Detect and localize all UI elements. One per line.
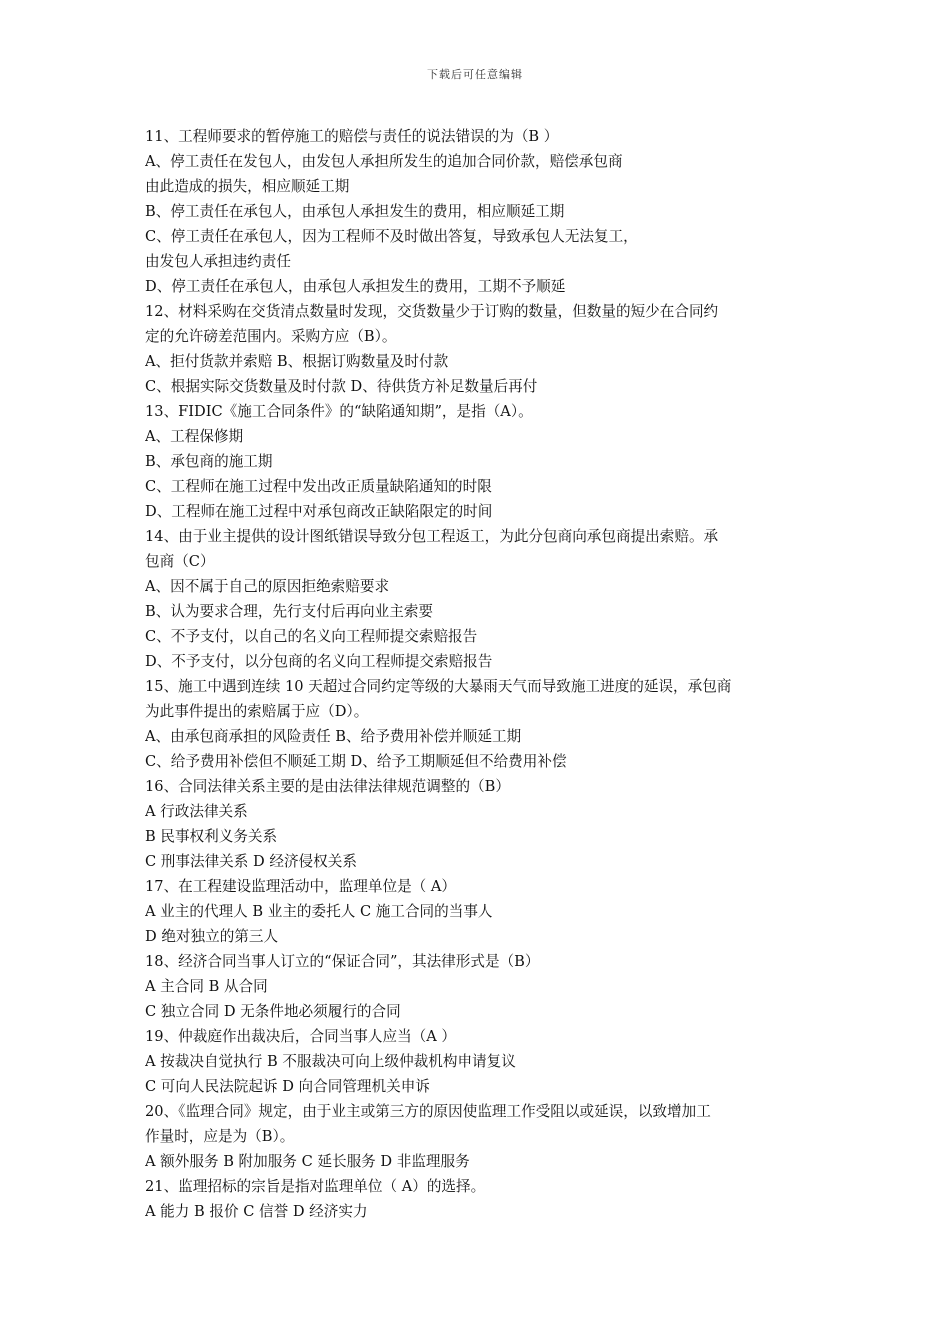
document-body	[145, 124, 813, 1224]
text-line: 19、仲裁庭作出裁决后，合同当事人应当（A ）	[145, 1028, 457, 1045]
text-line: B 民事权利义务关系	[145, 828, 278, 845]
text-line: D、工程师在施工过程中对承包商改正缺陷限定的时间	[145, 503, 493, 520]
text-line: C、不予支付，以自己的名义向工程师提交索赔报告	[145, 628, 478, 645]
text-line: 11、工程师要求的暂停施工的赔偿与责任的说法错误的为（B ）	[145, 128, 559, 145]
text-line: C 可向人民法院起诉 D 向合同管理机关申诉	[145, 1078, 430, 1095]
text-line: 12、材料采购在交货清点数量时发现，交货数量少于订购的数量，但数量的短少在合同约	[145, 303, 719, 320]
text-line: A 额外服务 B 附加服务 C 延长服务 D 非监理服务	[145, 1153, 470, 1170]
text-line: C、工程师在施工过程中发出改正质量缺陷通知的时限	[145, 478, 492, 495]
text-line: 21、监理招标的宗旨是指对监理单位（ A）的选择。	[145, 1178, 486, 1195]
text-line: A 主合同 B 从合同	[145, 978, 268, 995]
text-line: 由发包人承担违约责任	[145, 253, 291, 270]
text-line: A、工程保修期	[145, 428, 244, 445]
text-line: 定的允许磅差范围内。采购方应（B）。	[145, 328, 397, 345]
text-line: C、给予费用补偿但不顺延工期 D、给予工期顺延但不给费用补偿	[145, 753, 567, 770]
text-line: 15、施工中遇到连续 10 天超过合同约定等级的大暴雨天气而导致施工进度的延误，承包商	[145, 678, 732, 695]
text-line: 18、经济合同当事人订立的“保证合同”，其法律形式是（B）	[145, 953, 540, 970]
text-line: B、认为要求合理，先行支付后再向业主索要	[145, 603, 434, 620]
text-line: 17、在工程建设监理活动中，监理单位是（ A）	[145, 878, 457, 895]
text-line: C 刑事法律关系 D 经济侵权关系	[145, 853, 357, 870]
text-line: A 业主的代理人 B 业主的委托人 C 施工合同的当事人	[145, 903, 493, 920]
page-header: 下载后可任意编辑	[427, 68, 523, 81]
text-line: 由此造成的损失，相应顺延工期	[145, 178, 350, 195]
text-line: 14、由于业主提供的设计图纸错误导致分包工程返工，为此分包商向承包商提出索赔。承	[145, 528, 719, 545]
text-line: A、因不属于自己的原因拒绝索赔要求	[145, 578, 390, 595]
text-line: A 行政法律关系	[145, 803, 248, 820]
text-line: C 独立合同 D 无条件地必须履行的合同	[145, 1003, 401, 1020]
text-line: 为此事件提出的索赔属于应（D）。	[145, 703, 369, 720]
text-line: A、由承包商承担的风险责任 B、给予费用补偿并顺延工期	[145, 728, 522, 745]
text-line: 16、合同法律关系主要的是由法律法律规范调整的（B）	[145, 778, 510, 795]
text-line: 20、《监理合同》规定，由于业主或第三方的原因使监理工作受阻以或延误，以致增加工	[145, 1103, 711, 1120]
text-line: D、停工责任在承包人，由承包人承担发生的费用，工期不予顺延	[145, 278, 566, 295]
text-line: C、根据实际交货数量及时付款 D、待供货方补足数量后再付	[145, 378, 538, 395]
text-line: B、承包商的施工期	[145, 453, 273, 470]
text-line: D、不予支付，以分包商的名义向工程师提交索赔报告	[145, 653, 493, 670]
text-line: A 按裁决自觉执行 B 不服裁决可向上级仲裁机构申请复议	[145, 1053, 516, 1070]
text-line: C、停工责任在承包人，因为工程师不及时做出答复，导致承包人无法复工，	[145, 228, 638, 245]
text-line: A 能力 B 报价 C 信誉 D 经济实力	[145, 1203, 368, 1220]
text-line: B、停工责任在承包人，由承包人承担发生的费用，相应顺延工期	[145, 203, 565, 220]
text-line: 包商（C）	[145, 553, 215, 570]
text-line: A、拒付货款并索赔 B、根据订购数量及时付款	[145, 353, 449, 370]
text-line: 作量时，应是为（B）。	[145, 1128, 295, 1145]
text-line: D 绝对独立的第三人	[145, 928, 279, 945]
text-line: 13、FIDIC《施工合同条件》的“缺陷通知期”，是指（A）。	[145, 403, 533, 420]
text-line: A、停工责任在发包人，由发包人承担所发生的追加合同价款，赔偿承包商	[145, 153, 623, 170]
